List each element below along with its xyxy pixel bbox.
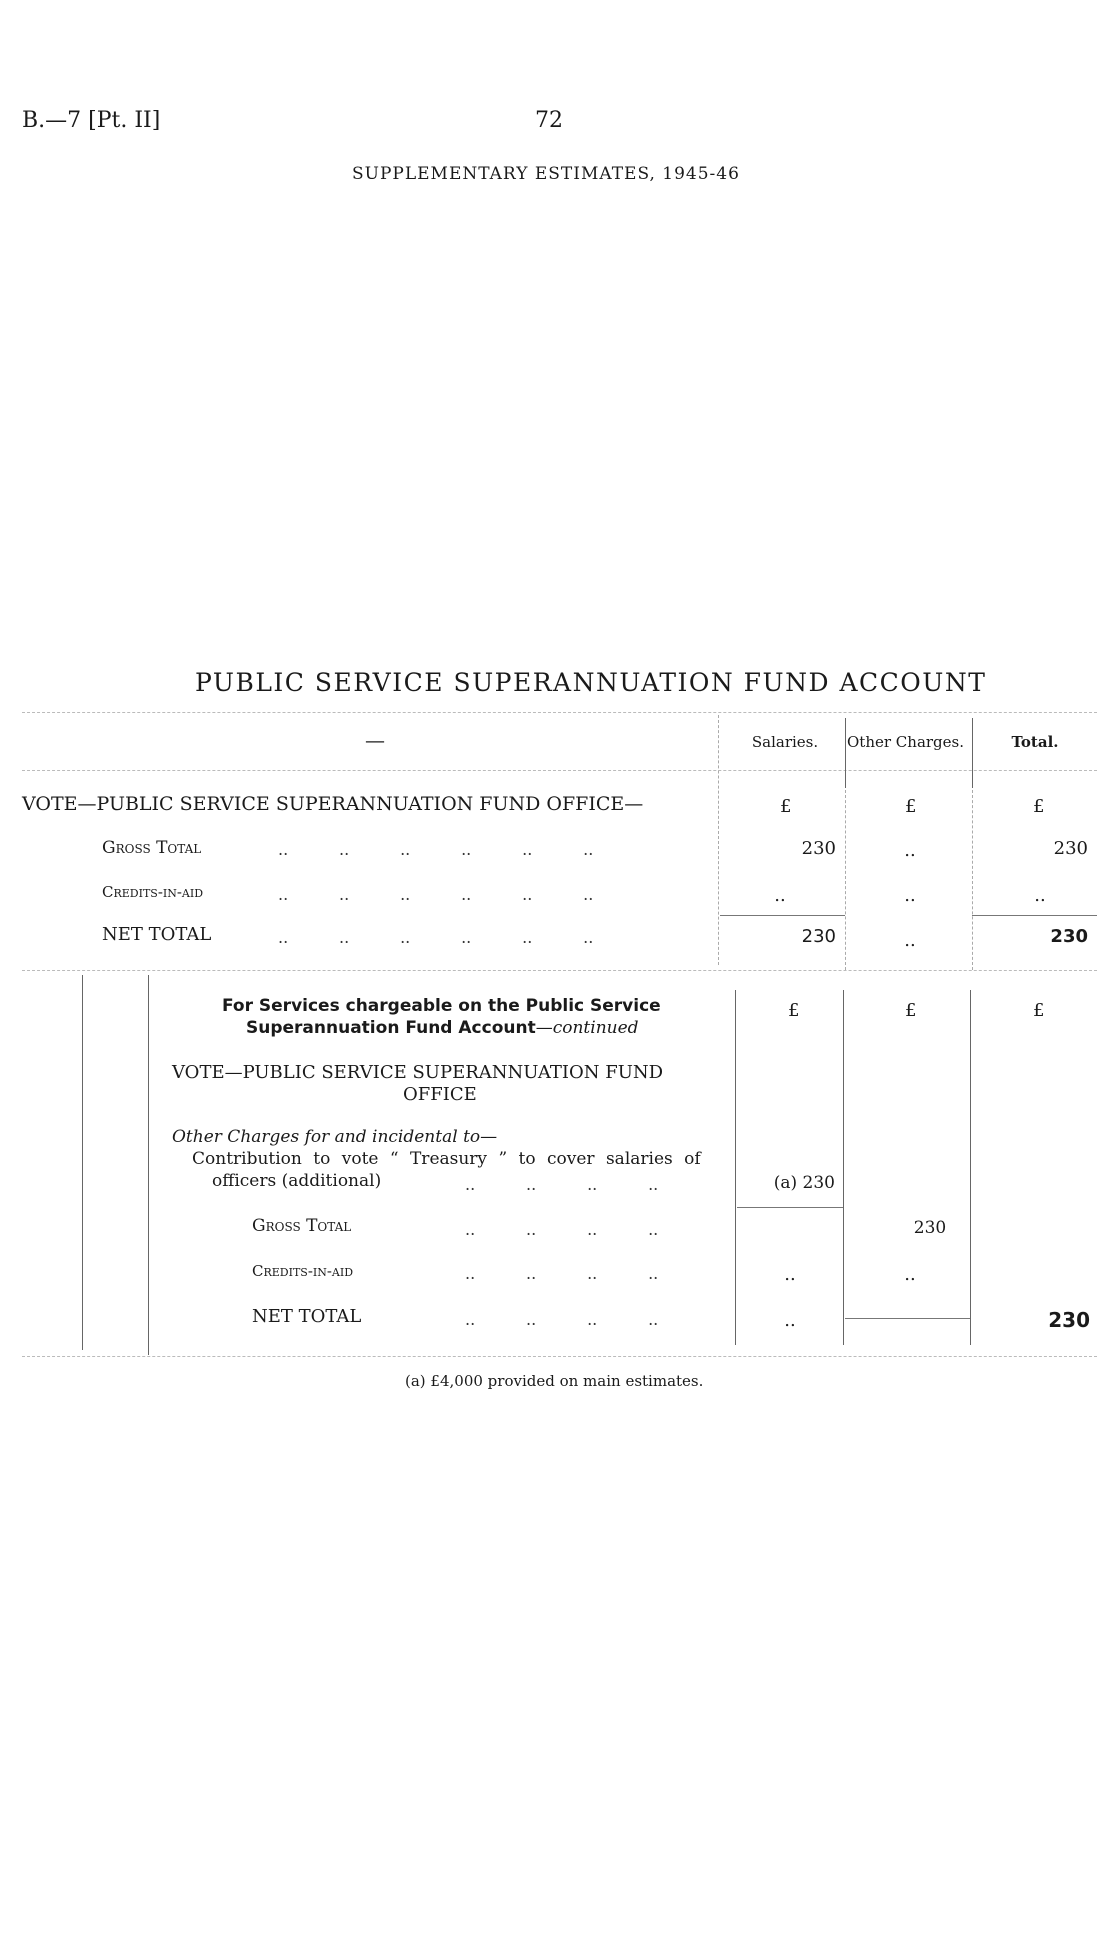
summary-gross-total: 230 [1053, 838, 1088, 859]
summary-credits-other: .. [904, 885, 916, 906]
page-subtitle: SUPPLEMENTARY ESTIMATES, 1945-46 [352, 164, 740, 184]
summary-currency-total: £ [1033, 796, 1045, 817]
detail-heading-line1: For Services chargeable on the Public Service [222, 996, 661, 1016]
detail-heading-continued: —continued [535, 1018, 639, 1038]
summary-net-total-label: NET TOTAL [102, 924, 212, 945]
detail-credits-other: .. [904, 1264, 916, 1285]
detail-currency-other: £ [905, 1000, 917, 1021]
detail-credits-label: Credits-in-aid [252, 1262, 354, 1280]
leader-dots: .. .. .. .. .. .. [278, 840, 594, 859]
detail-net-total-label: NET TOTAL [252, 1306, 362, 1327]
column-divider [972, 718, 973, 788]
charge-item-salaries: (a) 230 [773, 1173, 835, 1193]
summary-currency-other: £ [905, 796, 917, 817]
column-divider [845, 718, 846, 788]
leader-dots: .. .. .. .. .. .. [278, 928, 594, 947]
subtotal-rule [720, 915, 845, 916]
table-top-rule [22, 712, 1097, 713]
subtotal-rule [737, 1207, 843, 1208]
column-header-total: Total. [1011, 733, 1059, 751]
footnote: (a) £4,000 provided on main estimates. [405, 1372, 704, 1390]
detail-gross-total-label: Gross Total [252, 1216, 352, 1236]
summary-credits-label: Credits-in-aid [102, 883, 204, 901]
summary-gross-salaries: 230 [801, 838, 836, 859]
column-divider [843, 990, 844, 1345]
leader-dots: .. .. .. .. [465, 1220, 659, 1239]
page-number: 72 [535, 108, 563, 133]
subtotal-rule [845, 1318, 970, 1319]
column-divider [972, 790, 973, 970]
summary-credits-salaries: .. [774, 885, 786, 906]
column-divider [735, 990, 736, 1345]
subtotal-rule [972, 915, 1097, 916]
leader-dots: .. .. .. .. [465, 1310, 659, 1329]
column-divider [718, 715, 719, 965]
column-divider [970, 990, 971, 1345]
detail-left-inner-border [148, 975, 149, 1355]
section-title: PUBLIC SERVICE SUPERANNUATION FUND ACCOUNT [195, 668, 987, 697]
table-header-bottom-rule [22, 770, 1097, 771]
detail-heading-line2 [246, 1018, 639, 1038]
table-bottom-rule [22, 1356, 1097, 1357]
summary-net-other: .. [904, 930, 916, 951]
summary-net-total: 230 [1050, 926, 1088, 947]
detail-vote-line2: OFFICE [403, 1084, 477, 1105]
detail-currency-total: £ [1033, 1000, 1045, 1021]
detail-heading-account: Superannuation Fund Account [246, 1018, 536, 1038]
column-divider [845, 790, 846, 970]
charge-item-line2: officers (additional) [212, 1171, 382, 1191]
column-header-description: — [365, 728, 385, 752]
detail-vote-line1: VOTE—PUBLIC SERVICE SUPERANNUATION FUND [172, 1062, 664, 1083]
leader-dots: .. .. .. .. .. .. [278, 885, 594, 904]
detail-credits-salaries: .. [784, 1264, 796, 1285]
summary-net-salaries: 230 [801, 926, 836, 947]
detail-gross-other: 230 [913, 1218, 947, 1238]
detail-net-salaries: .. [784, 1310, 796, 1331]
detail-net-total: 230 [1048, 1308, 1090, 1332]
column-header-other-charges: Other Charges. [847, 733, 964, 751]
charge-item-line1: Contribution to vote “ Treasury ” to cover salaries of [192, 1149, 701, 1169]
detail-currency-salaries: £ [788, 1000, 800, 1021]
leader-dots: .. .. .. .. [465, 1264, 659, 1283]
section-divider-rule [22, 970, 1097, 971]
summary-currency-salaries: £ [780, 796, 792, 817]
summary-gross-total-label: Gross Total [102, 838, 202, 858]
summary-credits-total: .. [1034, 885, 1046, 906]
summary-vote-title: VOTE—PUBLIC SERVICE SUPERANNUATION FUND OFFICE— [22, 793, 644, 815]
column-header-salaries: Salaries. [751, 733, 819, 751]
summary-gross-other: .. [904, 840, 916, 861]
other-charges-heading: Other Charges for and incidental to— [172, 1127, 498, 1147]
detail-left-border [82, 975, 83, 1350]
leader-dots: .. .. .. .. [465, 1175, 659, 1194]
document-reference: B.—7 [Pt. II] [22, 108, 161, 133]
